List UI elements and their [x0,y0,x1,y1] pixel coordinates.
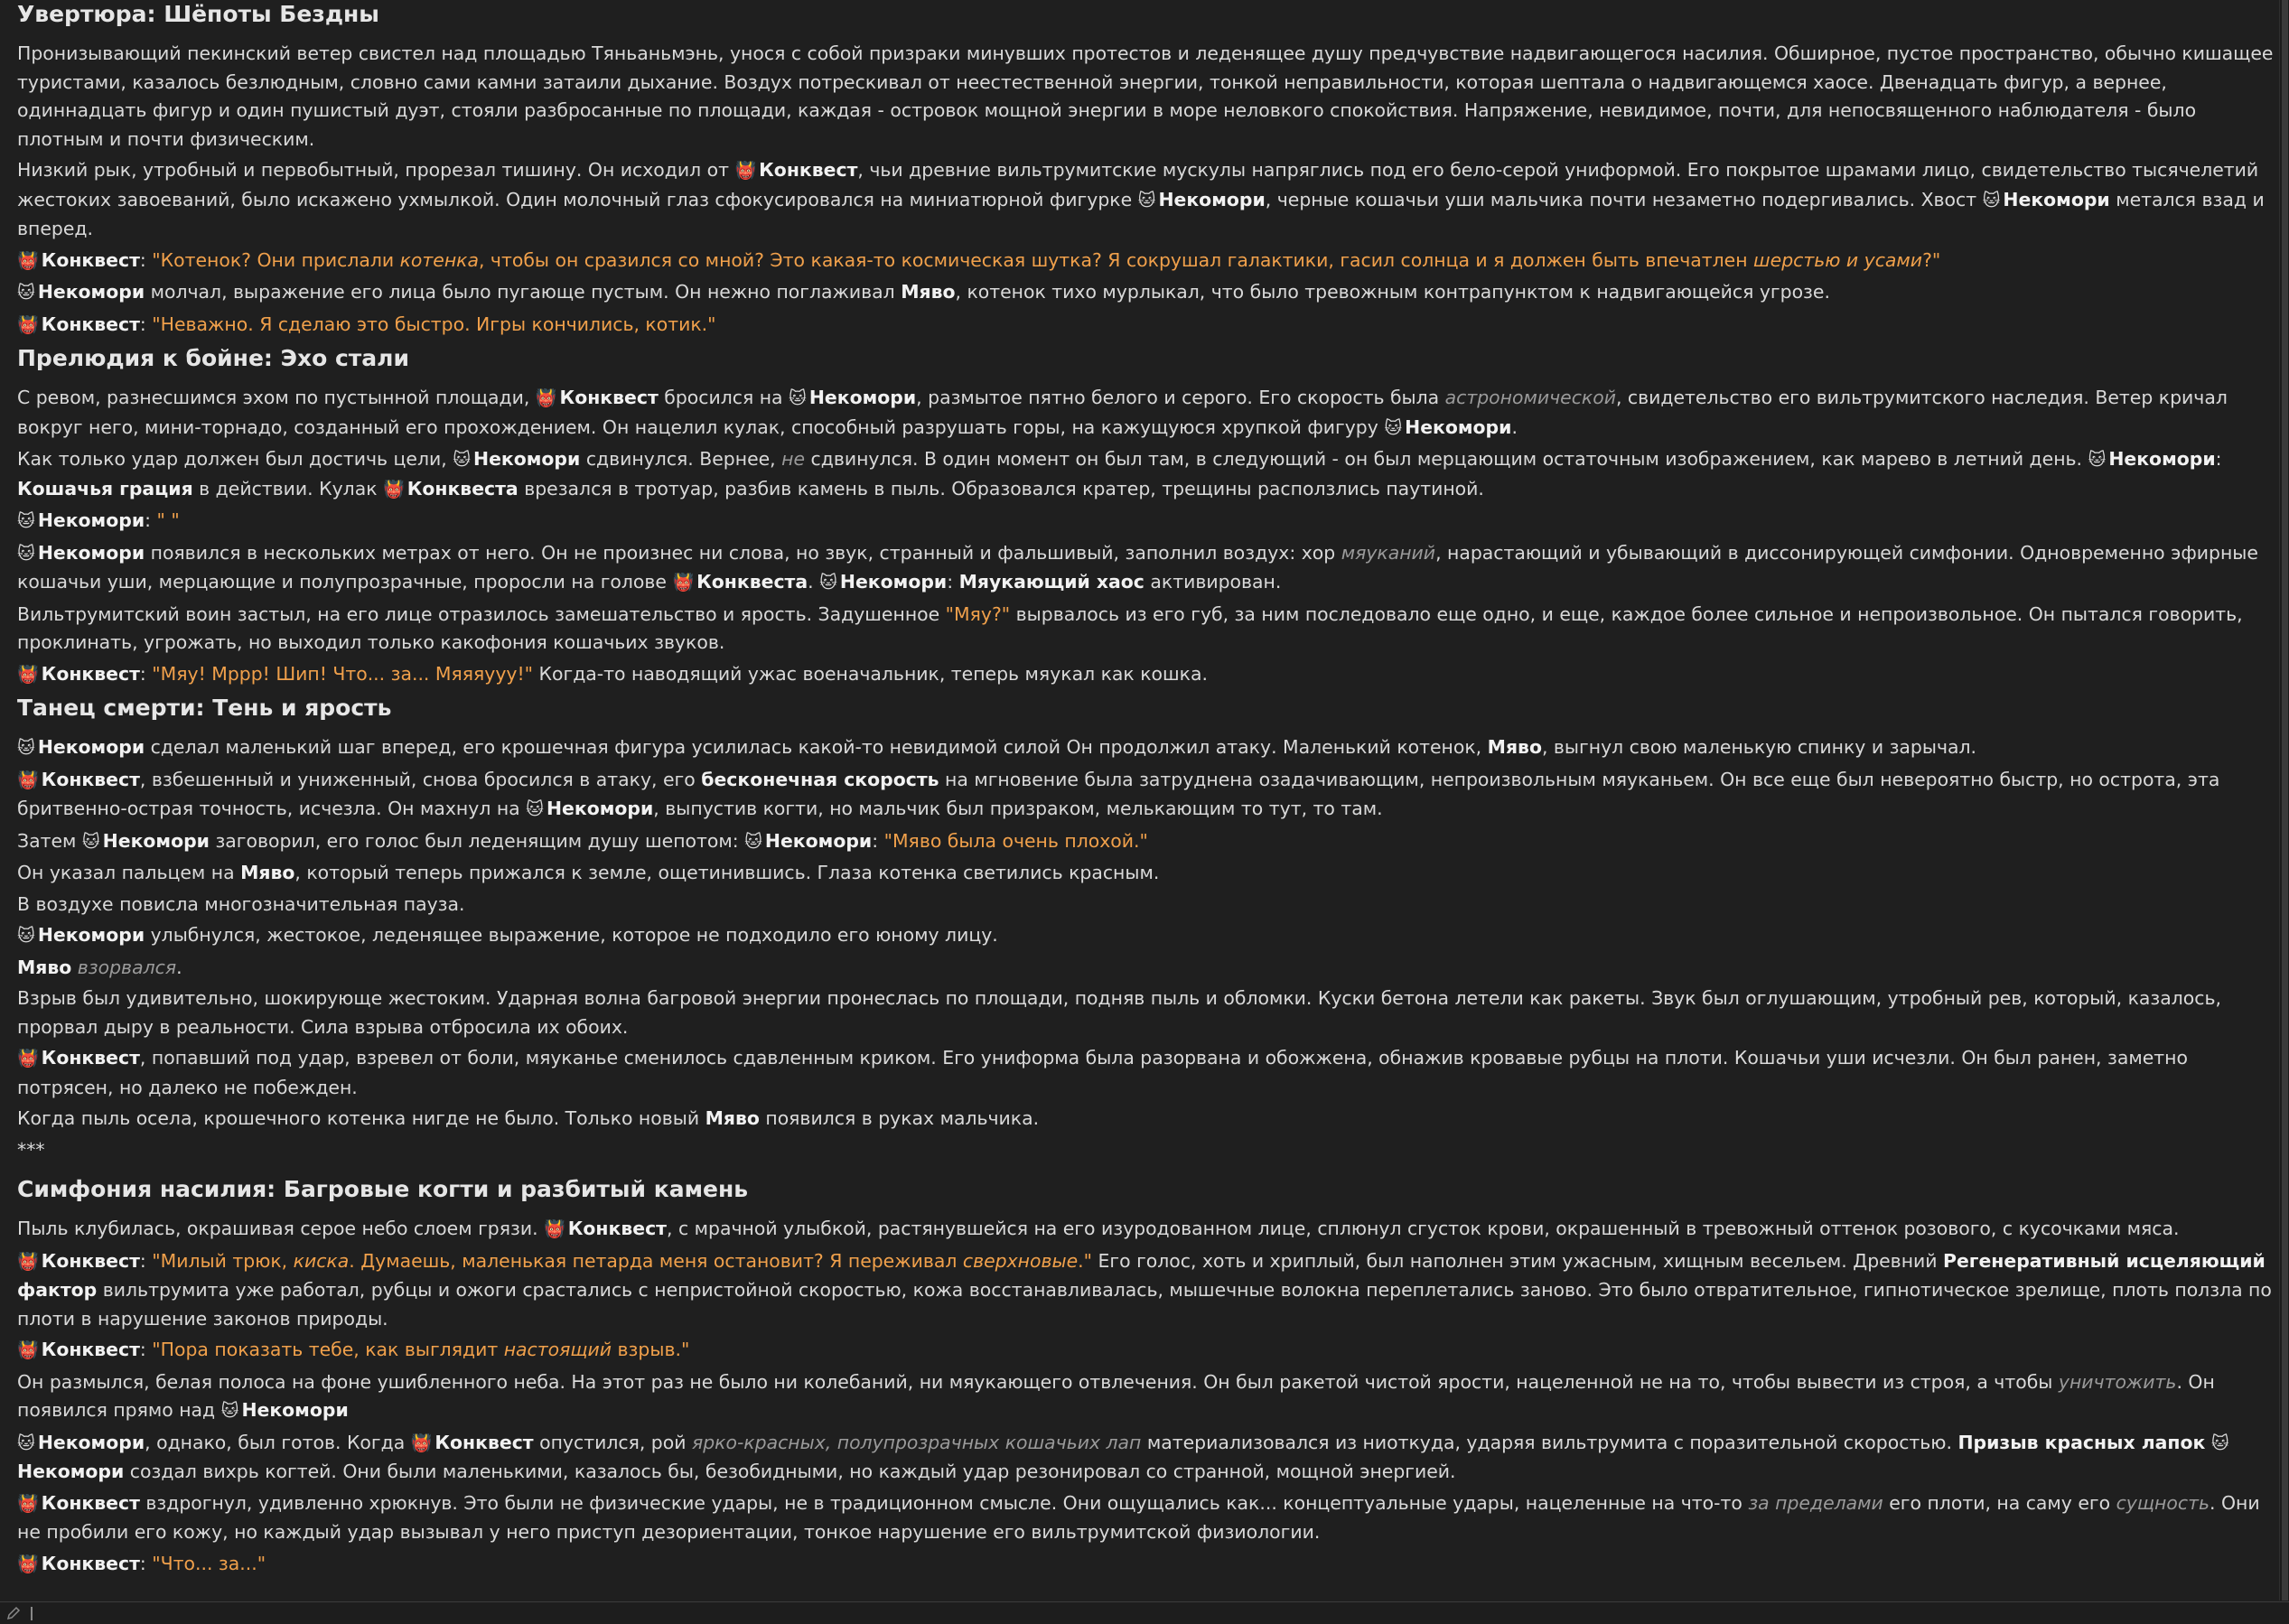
cat-emoji-icon: 🐱 [2210,1433,2229,1453]
cat-emoji-icon: 🐱 [789,388,807,408]
dialogue-line: 👹 Конквест: "Что... за..." [17,1552,266,1574]
conquest-emoji-icon: 👹 [17,770,39,790]
paragraph: 👹 Конквест, взбешенный и униженный, снова бросился в атаку, его бесконечная скорость на мгновение была затруднена озадачивающим, непроизвольным мяуканьем. Он все еще был невероятно быстр, но острота, эта бритвенно-острая точность, исчезла. Он махнул на 🐱 Некомори, выпустив когти, но мальчик был призраком, мелькающим то тут, то там. [17,768,2220,819]
paragraph: 🐱 Некомори молчал, выражение его лица было пугающе пустым. Он нежно поглаживал Мяво, котенок тихо мурлыкал, что было тревожным контрапунктом к надвигающейся угрозе. [17,281,1830,303]
conquest-emoji-icon: 👹 [17,1554,39,1574]
dialogue-line: 🐱 Некомори: " " [17,509,180,531]
paragraph: В воздухе повисла многозначительная пауза. [17,892,465,915]
dialogue-line: 👹 Конквест: "Мяу! Мррр! Шип! Что... за... Мяяяууу!" Когда-то наводящий ужас военачальник, теперь мяукал как кошка. [17,662,1208,685]
conquest-emoji-icon: 👹 [17,250,39,271]
paragraph: Вильтрумитский воин застыл, на его лице отразилось замешательство и ярость. Задушенное "Мяу?" вырвалось из его губ, за ним последовало еще одно, и еще, каждое более сильное и непроизвольное. Он пытался говорить, проклинать, угрожать, но выходил только какофония кошачьих звуков. [17,602,2243,653]
conquest-emoji-icon: 👹 [17,314,39,335]
paragraph: Взрыв был удивительно, шокирующе жестоким. Ударная волна багровой энергии пронеслась по площади, подняв пыль и обломки. Куски бетона летели как ракеты. Звук был оглушающим, утробный рев, который, казалось, прорвал дыру в реальности. Сила взрыва отбросила их обоих. [17,987,2221,1038]
cat-emoji-icon: 🐱 [17,283,35,303]
paragraph: 🐱 Некомори, однако, был готов. Когда 👹 Конквест опустился, рой ярко-красных, полупрозрачных кошачьих лап материализовался из ниоткуда, ударяя вильтрумита с поразительной скоростью. Призыв красных лапок 🐱Некомори создал вихрь когтей. Они были маленькими, казалось бы, безобидными, но каждый удар резонировал со странной, мощной энергией. [17,1431,2229,1482]
vertical-scrollbar[interactable] [2279,0,2289,1601]
dialogue-line: 👹 Конквест: "Неважно. Я сделаю это быстро. Игры кончились, котик." [17,313,716,335]
cat-emoji-icon: 🐱 [81,831,100,852]
cat-emoji-icon: 🐱 [819,573,837,593]
paragraph: Низкий рык, утробный и первобытный, прорезал тишину. Он исходил от 👹 Конквест, чьи древние вильтрумитские мускулы напряглись под его бело-серой униформой. Его покрытое шрамами лицо, свидетельство тысячелетий жестоких завоеваний, было искажено ухмылкой. Один молочный глаз сфокусировался на миниатюрной фигурке 🐱 Некомори, черные кошачьи уши мальчика почти незаметно подергивались. Хвост 🐱 Некомори метался взад и вперед. [17,159,2265,239]
paragraph: Пыль клубилась, окрашивая серое небо слоем грязи. 👹 Конквест, с мрачной улыбкой, растянувшейся на его изуродованном лице, сплюнул сгусток крови, окрашенный в тревожный оттенок розового, с кусочками мяса. [17,1218,2180,1239]
dialogue-line: 👹 Конквест: "Милый трюк, киска. Думаешь, маленькая петарда меня остановит? Я переживал сверхновые." Его голос, хоть и хриплый, был наполнен этим ужасным, хищным весельем. Древний Регенеративный исцеляющий фактор вильтрумита уже работал, рубцы и ожоги срастались с непристойной скоростью, кожа восстанавливалась, мышечные волокна переплетались заново. Это было отвратительное, гипнотическое зрелище, плоть ползла по плоти в нарушение законов природы. [17,1249,2272,1330]
paragraph: Он указал пальцем на Мяво, который теперь прижался к земле, ощетинившись. Глаза котенка светились красным. [17,862,1160,883]
paragraph: 🐱 Некомори улыбнулся, жестокое, леденящее выражение, которое не подходило его юному лицу. [17,924,998,946]
cat-emoji-icon: 🐱 [1982,190,2001,210]
paragraph: Затем 🐱 Некомори заговорил, его голос был леденящим душу шепотом: 🐱 Некомори: "Мяво была очень плохой." [17,829,1148,852]
conquest-emoji-icon: 👹 [672,573,695,593]
conquest-emoji-icon: 👹 [383,479,405,499]
conquest-emoji-icon: 👹 [17,1251,39,1272]
scrollbar-thumb[interactable] [2282,0,2288,1601]
paragraph: 🐱 Некомори сделал маленький шаг вперед, его крошечная фигура усилилась какой-то невидимой силой Он продолжил атаку. Маленький котенок, Мяво, выгнул свою маленькую спинку и зарычал. [17,736,1977,758]
section-title: Увертюра: Шёпоты Бездны [17,1,379,27]
paragraph: Как только удар должен был достичь цели, 🐱 Некомори сдвинулся. Вернее, не сдвинулся. В один момент он был там, в следующий - он был мерцающим остаточным изображением, как марево в летний день. 🐱 Некомори: Кошачья грация в действии. Кулак 👹 Конквеста врезался в тротуар, разбив камень в пыль. Образовался кратер, трещины расползлись паутиной. [17,448,2222,499]
conquest-emoji-icon: 👹 [535,388,557,408]
paragraph: Он размылся, белая полоса на фоне ушибленного неба. На этот раз не было ни колебаний, ни мяукающего отвлечения. Он был ракетой чистой ярости, нацеленной не на то, чтобы вывести из строя, а чтобы уничтожить. Он появился прямо над 🐱 Некомори [17,1370,2215,1421]
cat-emoji-icon: 🐱 [2088,450,2107,470]
section-title: Прелюдия к бойне: Эхо стали [17,345,409,371]
cat-emoji-icon: 🐱 [17,926,35,946]
conquest-emoji-icon: 👹 [410,1433,433,1453]
pencil-icon[interactable] [5,1605,22,1621]
cat-emoji-icon: 🐱 [453,450,472,470]
dialogue-line: 👹 Конквест: "Пора показать тебе, как выглядит настоящий взрыв." [17,1339,690,1360]
separator: *** [17,1138,45,1161]
paragraph: Пронизывающий пекинский ветер свистел над площадью Тяньаньмэнь, унося с собой призраки минувших протестов и леденящее душу предчувствие надвигающегося насилия. Обширное, пустое пространство, обычно кишащее туристами, казалось безлюдным, словно сами камни затаили дыхание. Воздух потрескивал от неестественной энергии, тонкой неправильности, которая шептала о надвигающемся хаосе. Двенадцать фигур, а вернее, одиннадцать фигур и один пушистый дуэт, стояли разбросанные по площади, каждая - островок мощной энергии в море неловкого спокойствия. Напряжение, невидимое, почти, для непосвященного наблюдателя - было плотным и почти физическим. [17,42,2274,150]
cat-emoji-icon: 🐱 [17,511,35,531]
conquest-emoji-icon: 👹 [17,1340,39,1360]
paragraph: Мяво взорвался. [17,956,182,978]
cat-emoji-icon: 🐱 [744,831,762,852]
paragraph: Когда пыль осела, крошечного котенка нигде не было. Только новый Мяво появился в руках мальчика. [17,1107,1040,1129]
message-input-bar[interactable] [0,1601,2289,1624]
text-cursor [31,1607,33,1620]
conquest-emoji-icon: 👹 [17,664,39,685]
conquest-emoji-icon: 👹 [734,161,757,181]
section-title: Симфония насилия: Багровые когти и разбитый камень [17,1176,749,1202]
cat-emoji-icon: 🐱 [220,1401,239,1421]
cat-emoji-icon: 🐱 [17,738,35,758]
paragraph: 👹 Конквест вздрогнул, удивленно хрюкнув. Это были не физические удары, не в традиционном смысле. Они ощущались как... концептуальные удары, нацеленные на что-то за пределами его плоти, на саму его сущность. Они не пробили его кожу, но каждый удар вызывал у него приступ дезориентации, тонкое нарушение его вильтрумитской физиологии. [17,1491,2260,1543]
paragraph: С ревом, разнесшимся эхом по пустынной площади, 👹 Конквест бросился на 🐱 Некомори, размытое пятно белого и серого. Его скорость была астрономической, свидетельство его вильтрумитского наследия. Ветер кричал вокруг него, мини-торнадо, созданный его прохождением. Он нацелил кулак, способный разрушать горы, на кажущуюся хрупкой фигуру 🐱 Некомори. [17,387,2228,438]
conquest-emoji-icon: 👹 [17,1049,39,1069]
paragraph: 👹 Конквест, попавший под удар, взревел от боли, мяуканье сменилось сдавленным криком. Его униформа была разорвана и обожжена, обнажив кровавые рубцы на плоти. Кошачьи уши исчезли. Он был ранен, заметно потрясен, но далеко не побежден. [17,1047,2188,1098]
cat-emoji-icon: 🐱 [17,1433,35,1453]
section-title: Танец смерти: Тень и ярость [17,695,392,721]
cat-emoji-icon: 🐱 [1384,417,1403,438]
cat-emoji-icon: 🐱 [1137,190,1156,210]
cat-emoji-icon: 🐱 [526,799,544,819]
conquest-emoji-icon: 👹 [544,1219,565,1239]
paragraph: 🐱 Некомори появился в нескольких метрах от него. Он не произнес ни слова, но звук, странный и фальшивый, заполнил воздух: хор мяуканий, нарастающий и убывающий в диссонирующей симфонии. Одновременно эфирные кошачьи уши, мерцающие и полупрозрачные, проросли на голове 👹 Конквеста. 🐱 Некомори: Мяукающий хаос активирован. [17,541,2258,593]
dialogue-line: 👹 Конквест: "Котенок? Они прислали котенка, чтобы он сразился со мной? Это какая-то космическая шутка? Я сокрушал галактики, гасил солнца и я должен быть впечатлен шерстью и усами?" [17,248,1941,271]
cat-emoji-icon: 🐱 [17,543,35,564]
conquest-emoji-icon: 👹 [17,1493,39,1514]
